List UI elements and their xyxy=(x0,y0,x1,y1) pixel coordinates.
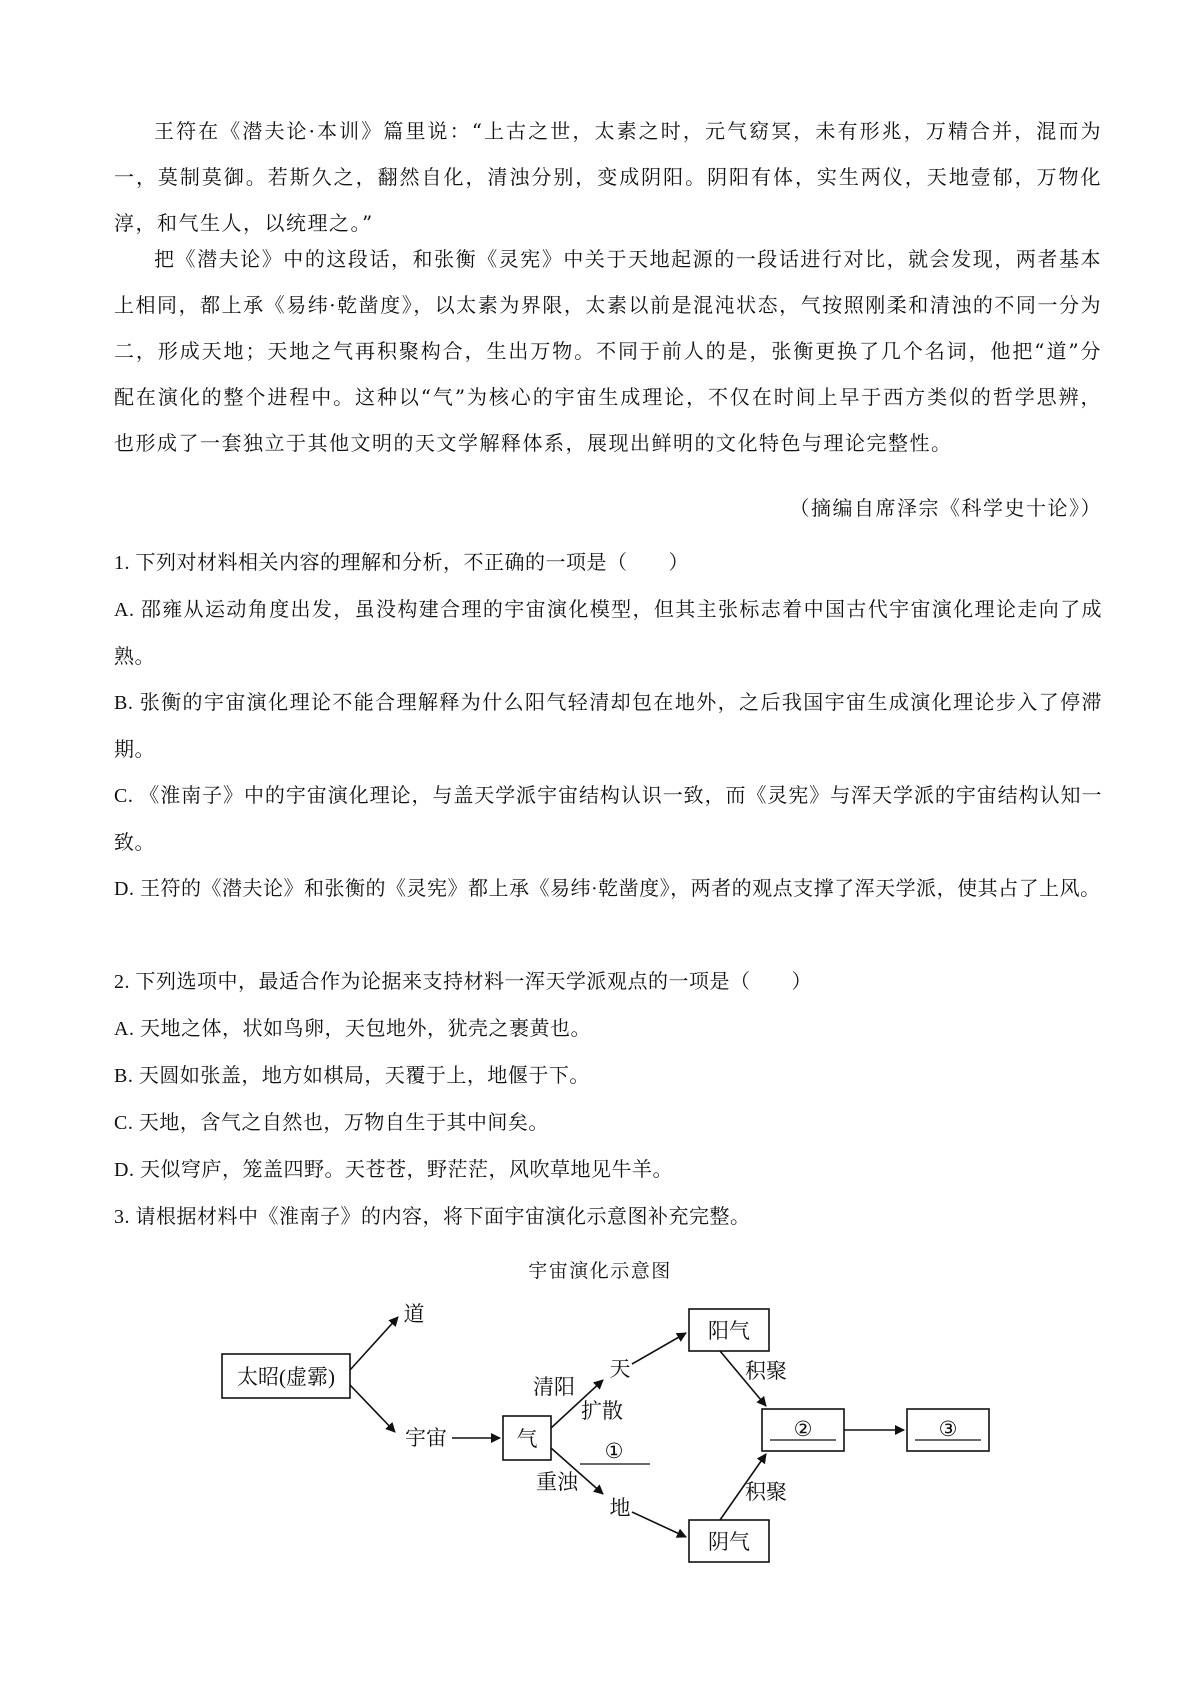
passage-source: （摘编自席泽宗《科学史十论》） xyxy=(789,496,1102,520)
edge-jiju-bottom-label: 积聚 xyxy=(745,1480,787,1504)
passage-paragraph-2: 把《潜夫论》中的这段话，和张衡《灵宪》中关于天地起源的一段话进行对比，就会发现，两者基本上相同，都上承《易纬·乾凿度》，以太素为界限，太素以前是混沌状态，气按照刚柔和清浊的不同一分为二，形成天地；天地之气再积聚构合，生出万物。不同于前人的是，张衡更换了几个名词，他把“道”分配在演化的整个进程中。这种以“气”为核心的宇宙生成理论，不仅在时间上早于西方类似的哲学思辨，也形成了一套独立于其他文明的天文学解释体系，展现出鲜明的文化特色与理论完整性。 xyxy=(114,247,1102,455)
question-1-option-a: A. 邵雍从运动角度出发，虽没构建合理的宇宙演化模型，但其主张标志着中国古代宇宙演化理论走向了成熟。 xyxy=(114,599,1102,668)
node-dao-label: 道 xyxy=(403,1302,425,1326)
edge-qingyang-label: 清阳 xyxy=(533,1375,575,1399)
node-tian-label: 天 xyxy=(609,1357,631,1381)
question-2-option-a: A. 天地之体，状如鸟卵，天包地外，犹壳之裹黄也。 xyxy=(114,1018,591,1040)
passage-paragraph-1: 王符在《潜夫论·本训》篇里说：“上古之世，太素之时，元气窈冥，未有形兆，万精合并，混而为一，莫制莫御。若斯久之，翻然自化，清浊分别，变成阴阳。阴阳有体，实生两仪，天地壹郁，万物化淳，和气生人，以统理之。” xyxy=(114,119,1102,235)
question-1-stem: 1. 下列对材料相关内容的理解和分析，不正确的一项是（ ） xyxy=(114,552,689,574)
question-2-option-d: D. 天似穹庐，笼盖四野。天苍苍，野茫茫，风吹草地见牛羊。 xyxy=(114,1159,673,1181)
node-taizhao-label: 太昭(虚霩) xyxy=(237,1365,335,1389)
question-1-option-b: B. 张衡的宇宙演化理论不能合理解释为什么阳气轻清却包在地外，之后我国宇宙生成演化理论步入了停滞期。 xyxy=(114,692,1102,761)
question-1-option-d: D. 王符的《潜夫论》和张衡的《灵宪》都上承《易纬·乾凿度》，两者的观点支撑了浑天学派，使其占了上风。 xyxy=(114,878,1101,900)
node-qi-label: 气 xyxy=(516,1427,538,1451)
arrow-tian-to-yangqi xyxy=(632,1333,686,1364)
question-2-stem: 2. 下列选项中，最适合作为论据来支持材料一浑天学派观点的一项是（ ） xyxy=(114,971,812,993)
edge-jiju-top-label: 积聚 xyxy=(745,1359,787,1383)
blank3-label: ③ xyxy=(938,1417,958,1441)
edge-zhongzhuo-label: 重浊 xyxy=(536,1470,578,1494)
question-2-option-c: C. 天地，含气之自然也，万物自生于其中间矣。 xyxy=(114,1112,549,1134)
blank1-label: ① xyxy=(604,1439,624,1463)
arrow-taizhao-to-dao xyxy=(350,1317,398,1370)
diagram-title: 宇宙演化示意图 xyxy=(528,1260,672,1282)
arrow-taizhao-to-yuzhou xyxy=(350,1385,395,1432)
edge-kuosan-label: 扩散 xyxy=(581,1399,623,1423)
node-yuzhou-label: 宇宙 xyxy=(405,1426,447,1450)
question-2-option-b: B. 天圆如张盖，地方如棋局，天覆于上，地偃于下。 xyxy=(114,1065,590,1087)
question-1-option-c: C. 《淮南子》中的宇宙演化理论，与盖天学派宇宙结构认识一致，而《灵宪》与浑天学派的宇宙结构认知一致。 xyxy=(114,785,1102,854)
question-3-stem: 3. 请根据材料中《淮南子》的内容，将下面宇宙演化示意图补充完整。 xyxy=(114,1206,751,1228)
arrow-di-to-yinqi xyxy=(632,1512,686,1537)
node-di-label: 地 xyxy=(609,1496,631,1520)
node-yinqi-label: 阴气 xyxy=(708,1530,750,1554)
node-yangqi-label: 阳气 xyxy=(708,1319,750,1343)
blank2-label: ② xyxy=(793,1417,813,1441)
